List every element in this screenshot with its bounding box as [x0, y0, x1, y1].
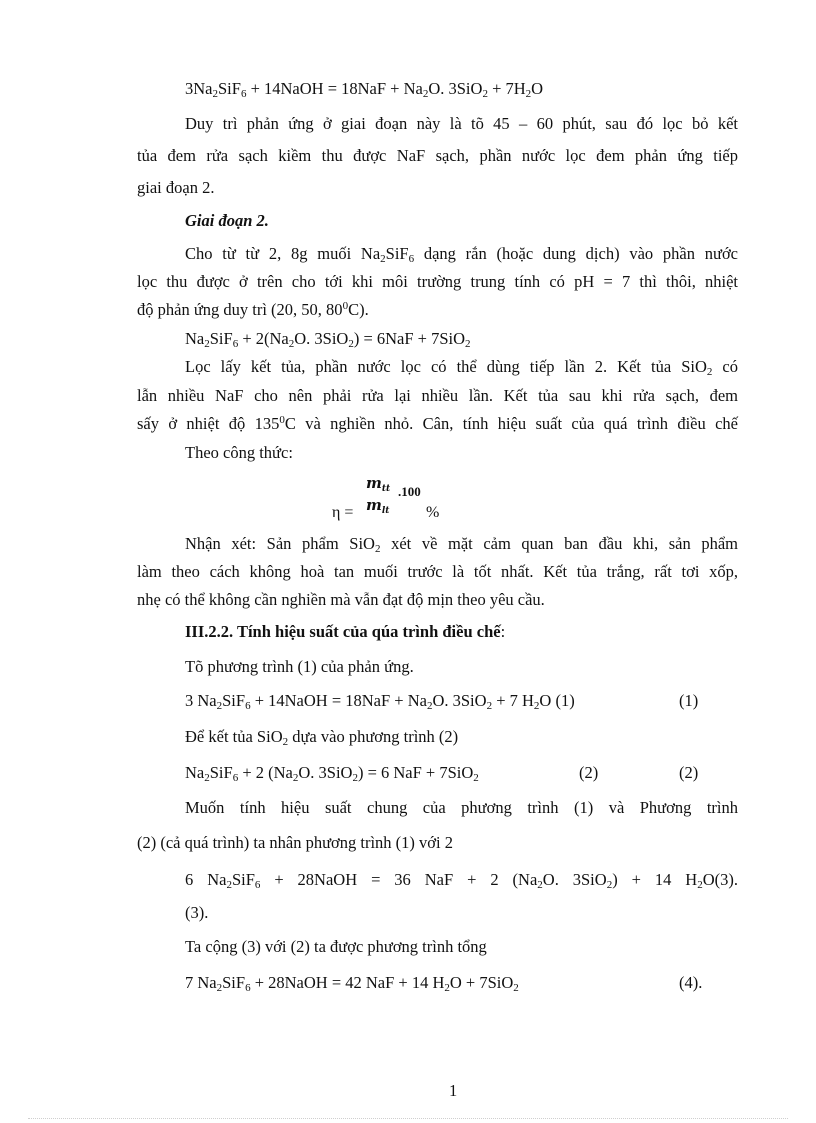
paragraph-line: Nhận xét: Sản phẩm SiO$_2$ xét về mặt cảm quan ban đầu khi, sản phẩm — [185, 534, 738, 555]
paragraph-line: Tõ phương trình (1) của phản ứng. — [185, 657, 414, 676]
paragraph-line: Cho từ từ 2, 8g muối $Na_2SiF_6$ dạng rắn (hoặc dung dịch) vào phần nước — [185, 244, 738, 265]
equation-2: $Na_2SiF_6 + 2$ ($Na_2O$. 3SiO$_2$) = 6 NaF + 7SiO$_2$ — [185, 763, 479, 784]
paragraph-line: (2) (cả quá trình) ta nhân phương trình (1) với 2 — [137, 833, 453, 852]
stage-heading: Giai đoạn 2. — [185, 211, 269, 230]
paragraph-line: Ta cộng (3) với (2) ta được phương trình tổng — [185, 937, 487, 956]
page-number: 1 — [449, 1081, 458, 1100]
equation-number: (2) — [579, 763, 599, 782]
equation-silica-reaction: $Na_2SiF_6 + 2(Na_2O$. 3SiO$_2$) = 6NaF + 7SiO$_2$ — [185, 329, 471, 350]
paragraph-line: Duy trì phản ứng ở giai đoạn này là tõ 45 – 60 phút, sau đó lọc bỏ kết — [185, 114, 738, 133]
equation-3: 6 $Na_2SiF_6$ + 28NaOH = 36 NaF + 2 ($Na_2O$. 3SiO$_2$) + 14 $H_2O(3)$. — [185, 870, 739, 891]
equation-number: (2) — [679, 763, 699, 782]
paragraph-line: Để kết tủa SiO$_2$ dựa vào phương trình (2) — [185, 727, 459, 748]
paragraph-line: lẫn nhiều NaF cho nên phải rửa lại nhiều lần. Kết tủa sau khi rửa sạch, đem — [137, 386, 738, 405]
footer-divider — [28, 1118, 788, 1119]
equation-number: (3). — [185, 903, 209, 922]
paragraph-line: tủa đem rửa sạch kiềm thu được NaF sạch, phần nước lọc đem phản ứng tiếp — [137, 146, 738, 165]
paragraph-line: làm theo cách không hoà tan muối trước là tốt nhất. Kết tủa trắng, rất tơi xốp, — [137, 562, 738, 581]
equation-number: (4). — [679, 973, 703, 992]
equation-number: (1) — [679, 691, 699, 710]
formula-intro: Theo công thức: — [185, 443, 293, 462]
paragraph-line: nhẹ có thể không cần nghiền mà vẫn đạt độ mịn theo yêu cầu. — [137, 590, 545, 609]
equation-1: 3 $Na_2SiF_6$ + 14NaOH = $18NaF + Na_2O$. 3SiO$_2$ + 7 $H_2O$ (1) — [185, 691, 575, 712]
paragraph-line: sấy ở nhiệt độ $135^0C$ và nghiền nhỏ. Cân, tính hiệu suất của quá trình điều chế — [137, 414, 738, 433]
paragraph-line: Lọc lấy kết tủa, phần nước lọc có thể dùng tiếp lần 2. Kết tủa SiO$_2$ có — [185, 357, 738, 378]
paragraph-line: Muốn tính hiệu suất chung của phương trình (1) và Phương trình — [185, 798, 738, 817]
paragraph-line: độ phản ứng duy trì (20, 50, $80^0C$). — [137, 300, 369, 319]
paragraph-line: lọc thu được ở trên cho tới khi môi trường trung tính có pH = 7 thì thôi, nhiệt — [137, 272, 738, 291]
equation-4: 7 $Na_2SiF_6$ + 28NaOH = 42 NaF + 14 $H_2O + 7SiO_2$ — [185, 973, 519, 994]
efficiency-formula: $m_{tt}$ .100 $m_{lt}$ η = % — [332, 474, 440, 521]
section-heading: III.2.2. Tính hiệu suất của qúa trình điều chế: — [185, 622, 506, 641]
paragraph-line: giai đoạn 2. — [137, 178, 215, 197]
equation-naoh-reaction: $3Na_2SiF_6$ + 14NaOH = $18NaF + Na_2O$. $3SiO_2 + 7H_2O$ — [185, 79, 544, 100]
